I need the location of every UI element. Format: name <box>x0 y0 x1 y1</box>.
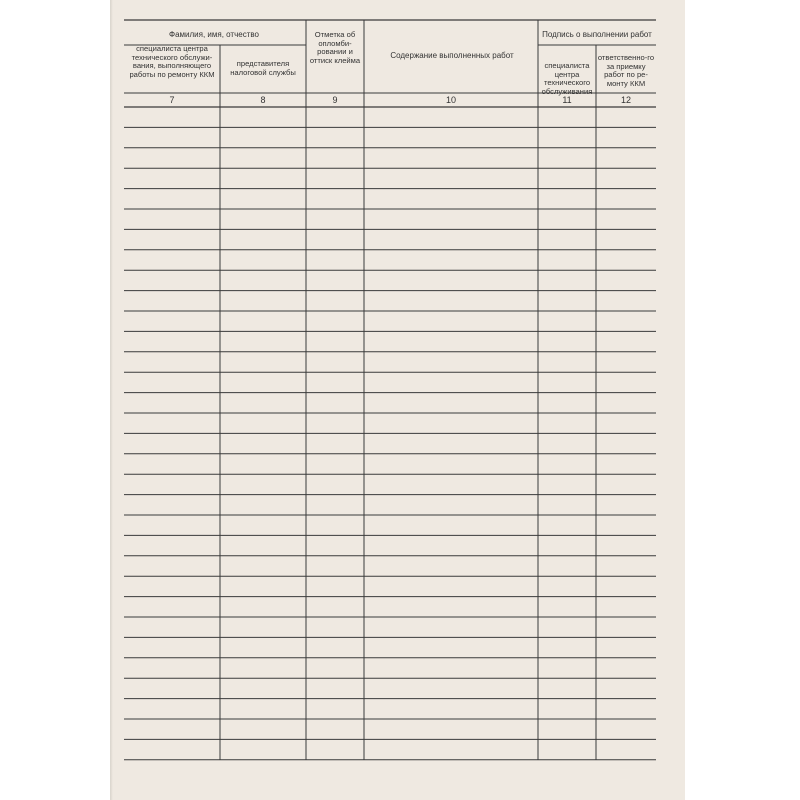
header-col11-specialist-signature: специалиста центра технического обслуживания <box>541 61 593 96</box>
header-sign-group: Подпись о выполнении работ <box>542 30 652 39</box>
column-number-9: 9 <box>332 95 338 105</box>
column-number-10: 10 <box>445 95 456 105</box>
column-number-12: 12 <box>620 95 631 105</box>
header-col10-work-content: Содержание выполненных работ <box>390 51 514 60</box>
header-col12-acceptance-signature: ответственно-го за приемку работ по ре-монту ККМ <box>597 53 655 88</box>
header-col9-seal-mark: Отметка об опломби-ровании и оттиск клейма <box>309 30 361 65</box>
header-col7-specialist: специалиста центра технического обслужи-вания, выполняющего работы по ремонту ККМ <box>129 44 215 79</box>
column-number-7: 7 <box>169 95 175 105</box>
column-number-11: 11 <box>562 95 572 105</box>
header-fio-group: Фамилия, имя, отчество <box>169 30 259 39</box>
header-col8-tax-representative: представителя налоговой службы <box>230 59 296 77</box>
column-number-8: 8 <box>260 95 266 105</box>
